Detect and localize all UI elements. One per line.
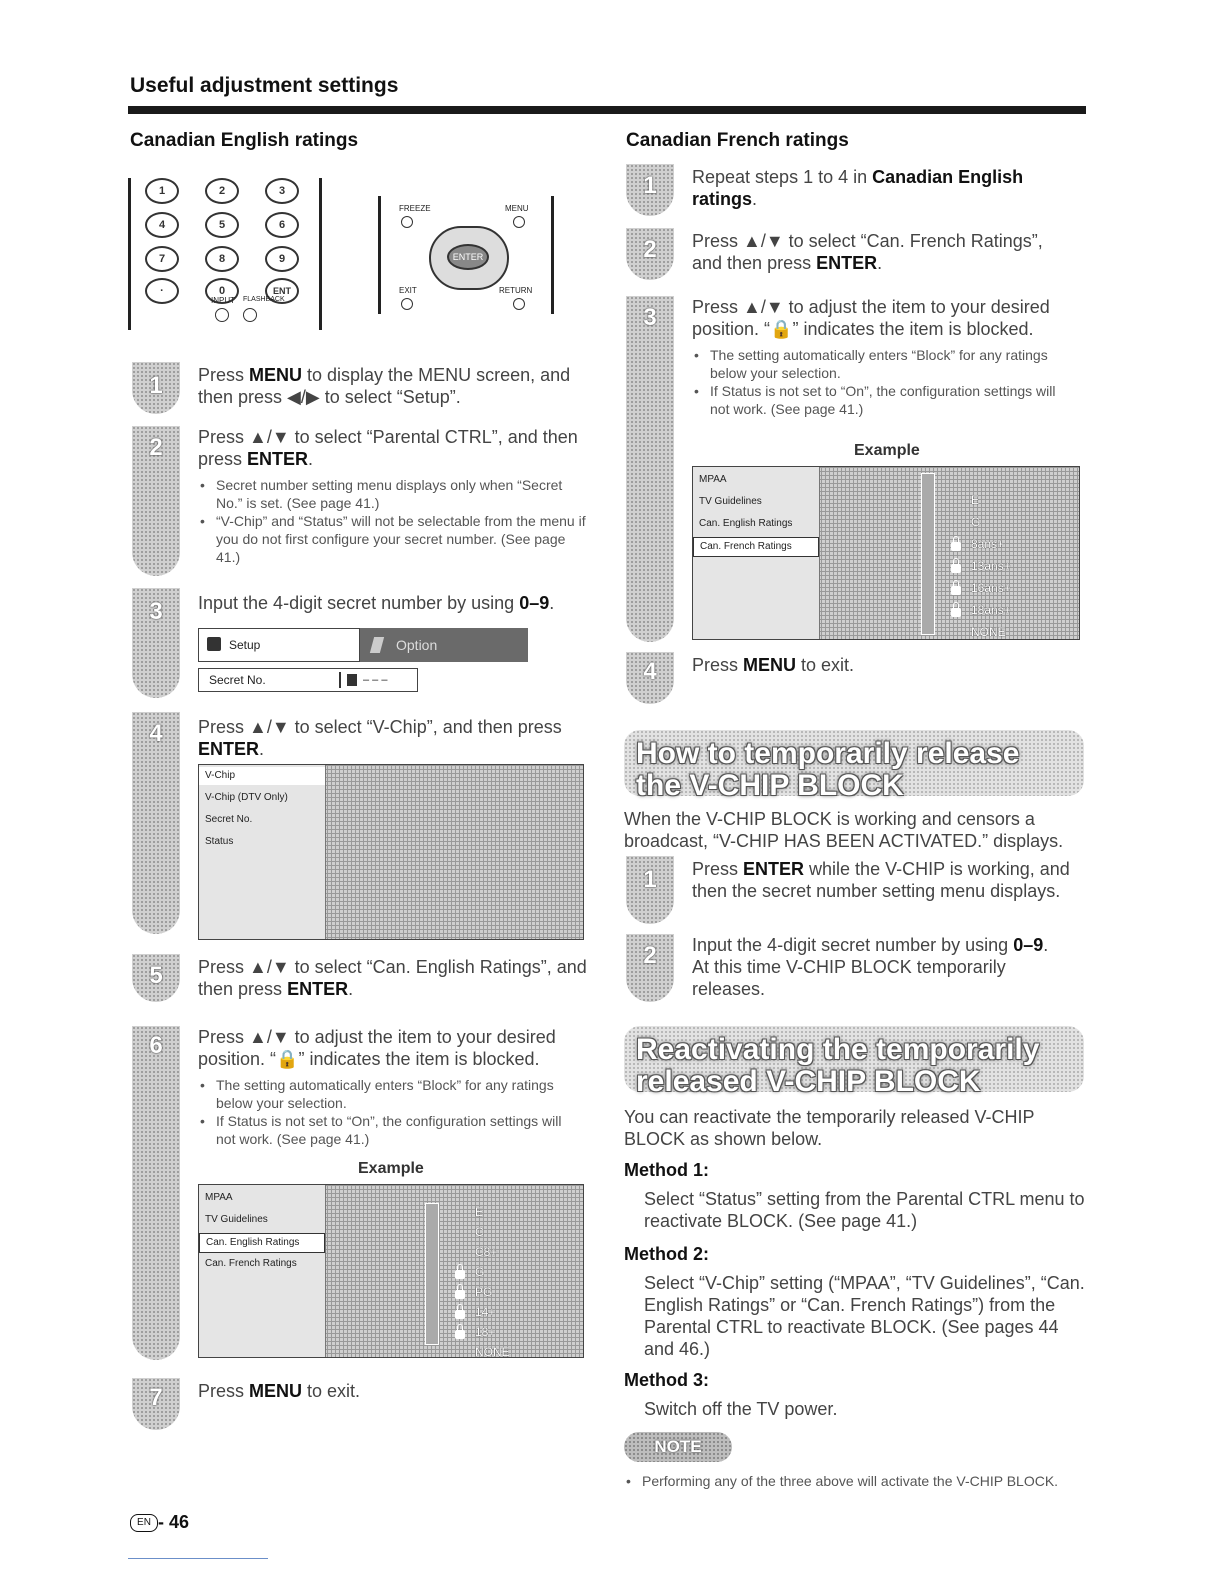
step-r3-bullets bbox=[692, 346, 1072, 418]
eng-menu-item: Can. English Ratings bbox=[199, 1233, 325, 1253]
navigation-remote-illustration bbox=[378, 196, 554, 314]
step-l3-text: Input the 4-digit secret number by using 0–9. bbox=[198, 593, 555, 613]
page-title: Useful adjustment settings bbox=[130, 74, 399, 97]
fr-rating-label: NONE bbox=[971, 625, 1006, 639]
bullet: • Secret number setting menu displays only when “Secret No.” is set. (See page 41.) bbox=[198, 476, 588, 512]
step-number-r1: 1 bbox=[643, 172, 657, 199]
step-l6-text: Press ▲/▼ to adjust the item to your desired position. “🔒” indicates the item is blocked. bbox=[198, 1027, 556, 1069]
key-0: 0 bbox=[205, 278, 239, 304]
eng-menu-item: MPAA bbox=[205, 1192, 233, 1203]
setup-tab: Setup bbox=[198, 628, 360, 662]
step-l2-text: Press ▲/▼ to select “Parental CTRL”, and then press ENTER. bbox=[198, 427, 578, 469]
step-r1-text: Repeat steps 1 to 4 in Canadian English ratings. bbox=[692, 167, 1024, 209]
key-1: 1 bbox=[145, 178, 179, 204]
eng-rating-label: E bbox=[475, 1205, 484, 1219]
key-8: 8 bbox=[205, 246, 239, 272]
step-l5-text: Press ▲/▼ to select “Can. English Ratings”, and then press ENTER. bbox=[198, 957, 587, 999]
step-number-l1: 1 bbox=[149, 372, 163, 399]
freeze-label: FREEZE bbox=[399, 204, 431, 213]
vchip-menu-screen bbox=[198, 764, 584, 940]
fr-rating-label: E bbox=[971, 493, 980, 507]
lock-icon bbox=[455, 1270, 465, 1279]
input-button-icon bbox=[215, 308, 229, 322]
fr-rating-label: 13ans+ bbox=[971, 559, 1011, 573]
option-icon bbox=[370, 637, 384, 653]
step-r2-text: Press ▲/▼ to select “Can. French Ratings”, and then press ENTER. bbox=[692, 231, 1043, 273]
menu-item-status: Status bbox=[205, 836, 234, 847]
fr-rating-label: 16ans+ bbox=[971, 581, 1011, 595]
release-banner: How to temporarily release the V-CHIP BLOCK bbox=[624, 730, 1084, 796]
eng-rating-label: PG bbox=[475, 1285, 493, 1299]
step-l6-block bbox=[198, 1026, 578, 1148]
step-l4-text: Press ▲/▼ to select “V-Chip”, and then press ENTER. bbox=[198, 717, 562, 759]
note-bullets bbox=[624, 1472, 1084, 1490]
step-r4-text: Press MENU to exit. bbox=[692, 655, 855, 675]
eng-menu-item: Can. French Ratings bbox=[205, 1258, 297, 1269]
key-5: 5 bbox=[205, 212, 239, 238]
reactivate-banner: Reactivating the temporarily released V-CHIP BLOCK bbox=[624, 1026, 1084, 1092]
exit-label: EXIT bbox=[399, 286, 417, 295]
fr-menu-item: Can. English Ratings bbox=[699, 518, 793, 529]
reactivate-intro: You can reactivate the temporarily released V-CHIP BLOCK as shown below. bbox=[624, 1107, 1035, 1149]
menu-item-vchip: V-Chip bbox=[199, 767, 325, 785]
fr-menu-item: Can. French Ratings bbox=[693, 537, 819, 557]
bullet: • The setting automatically enters “Block” for any ratings below your selection. bbox=[692, 346, 1072, 382]
step-number-l4: 4 bbox=[149, 720, 163, 747]
setup-screen bbox=[198, 628, 528, 694]
secret-no-value: – – – bbox=[363, 674, 388, 686]
freeze-button-icon bbox=[401, 216, 413, 228]
method-1-heading: Method 1: bbox=[624, 1160, 709, 1180]
step-number-l2: 2 bbox=[149, 434, 163, 461]
method-3-heading: Method 3: bbox=[624, 1370, 709, 1390]
lock-icon bbox=[455, 1290, 465, 1299]
key-dot: · bbox=[145, 278, 179, 304]
step-badge-r3 bbox=[626, 296, 674, 642]
lock-icon bbox=[951, 608, 961, 617]
eng-rating-label: 18+ bbox=[475, 1325, 496, 1339]
step-l2-bullets bbox=[198, 476, 588, 566]
key-7: 7 bbox=[145, 246, 179, 272]
cursor-block-icon bbox=[347, 674, 357, 686]
eng-rating-label: NONE bbox=[475, 1345, 510, 1359]
step-l1-text: Press MENU to display the MENU screen, and then press ◀/▶ to select “Setup”. bbox=[198, 365, 571, 407]
key-4: 4 bbox=[145, 212, 179, 238]
field-divider bbox=[339, 672, 341, 688]
enter-button-icon: ENTER bbox=[447, 244, 489, 270]
step-r3-block bbox=[692, 296, 1072, 418]
menu-item-secret-no: Secret No. bbox=[205, 814, 253, 825]
flashback-button-icon bbox=[243, 308, 257, 322]
example-label-right: Example bbox=[854, 442, 920, 459]
step-number-rr1: 1 bbox=[643, 866, 657, 893]
language-en-icon: EN bbox=[130, 1514, 158, 1532]
release-intro: When the V-CHIP BLOCK is working and censors a broadcast, “V-CHIP HAS BEEN ACTIVATED.” displays. bbox=[624, 809, 1064, 851]
note-bullet: • Performing any of the three above will activate the V-CHIP BLOCK. bbox=[624, 1472, 1084, 1490]
lock-icon bbox=[951, 542, 961, 551]
note-badge: NOTE bbox=[624, 1432, 732, 1462]
return-label: RETURN bbox=[499, 286, 533, 295]
example-label-left: Example bbox=[358, 1160, 424, 1177]
step-number-rr2: 2 bbox=[643, 942, 657, 969]
step-number-l5: 5 bbox=[149, 962, 163, 989]
step-badge-l6 bbox=[132, 1026, 180, 1360]
step-number-r4: 4 bbox=[643, 658, 657, 685]
method-1-text: Select “Status” setting from the Parental CTRL menu to reactivate BLOCK. (See page 41.) bbox=[644, 1189, 1085, 1231]
key-2: 2 bbox=[205, 178, 239, 204]
eng-rating-label: G bbox=[475, 1265, 485, 1279]
lock-icon bbox=[951, 586, 961, 595]
release-step-2-text: Input the 4-digit secret number by using 0–9. At this time V-CHIP BLOCK temporarily releases. bbox=[692, 935, 1049, 999]
menu-item-vchip-dtv: V-Chip (DTV Only) bbox=[205, 792, 288, 803]
setup-icon bbox=[207, 637, 221, 651]
fr-menu-item: MPAA bbox=[699, 474, 727, 485]
bottom-rule bbox=[128, 1558, 268, 1559]
key-3: 3 bbox=[265, 178, 299, 204]
step-number-r3: 3 bbox=[643, 304, 657, 331]
fr-slider-track bbox=[921, 473, 935, 635]
eng-slider-track bbox=[425, 1203, 439, 1345]
lock-icon bbox=[455, 1330, 465, 1339]
step-r3-text: Press ▲/▼ to adjust the item to your desired position. “🔒” indicates the item is blocked. bbox=[692, 297, 1050, 339]
release-step-1-text: Press ENTER while the V-CHIP is working, and then the secret number setting menu displays. bbox=[692, 859, 1070, 901]
bullet: • If Status is not set to “On”, the configuration settings will not work. (See page 41.) bbox=[692, 382, 1072, 418]
bullet: • If Status is not set to “On”, the configuration settings will not work. (See page 41.) bbox=[198, 1112, 578, 1148]
step-l6-bullets bbox=[198, 1076, 578, 1148]
right-section-heading: Canadian French ratings bbox=[626, 130, 849, 151]
fr-rating-label: 8ans+ bbox=[971, 537, 1005, 551]
flashback-label: FLASHBACK bbox=[243, 296, 285, 303]
step-l2-block bbox=[198, 426, 588, 566]
eng-rating-label: C bbox=[475, 1225, 484, 1239]
bullet: • The setting automatically enters “Block” for any ratings below your selection. bbox=[198, 1076, 578, 1112]
step-number-l3: 3 bbox=[149, 598, 163, 625]
eng-rating-label: 14+ bbox=[475, 1305, 496, 1319]
method-3-text: Switch off the TV power. bbox=[644, 1399, 838, 1419]
option-tab: Option bbox=[360, 628, 528, 662]
lock-icon bbox=[951, 564, 961, 573]
eng-rating-label: C8+ bbox=[475, 1245, 498, 1259]
key-ent: ENT bbox=[265, 278, 299, 304]
key-6: 6 bbox=[265, 212, 299, 238]
method-2-text: Select “V-Chip” setting (“MPAA”, “TV Guidelines”, “Can. English Ratings” or “Can. French Ratings”) from the Parental CTRL to reactivate BLOCK. (See pages 44 and 46.) bbox=[644, 1273, 1085, 1359]
key-9: 9 bbox=[265, 246, 299, 272]
exit-button-icon bbox=[401, 298, 413, 310]
step-l7-text: Press MENU to exit. bbox=[198, 1381, 361, 1401]
title-rule bbox=[128, 106, 1086, 114]
fr-menu-item: TV Guidelines bbox=[699, 496, 762, 507]
fr-rating-label: G bbox=[971, 515, 981, 529]
fr-rating-label: 18ans+ bbox=[971, 603, 1011, 617]
step-number-r2: 2 bbox=[643, 236, 657, 263]
lock-icon bbox=[455, 1310, 465, 1319]
method-2-heading: Method 2: bbox=[624, 1244, 709, 1264]
menu-button-icon bbox=[513, 216, 525, 228]
bullet: • “V-Chip” and “Status” will not be selectable from the menu if you do not first configure your secret number. (See page 41.) bbox=[198, 512, 588, 566]
secret-no-field bbox=[198, 668, 418, 692]
keypad-illustration bbox=[128, 178, 322, 330]
page-number: EN - 46 bbox=[130, 1512, 189, 1533]
eng-menu-item: TV Guidelines bbox=[205, 1214, 268, 1225]
french-ratings-screen bbox=[692, 466, 1080, 640]
english-ratings-screen bbox=[198, 1184, 584, 1358]
menu-label: MENU bbox=[505, 204, 529, 213]
secret-no-label: Secret No. bbox=[209, 673, 266, 687]
step-number-l7: 7 bbox=[149, 1384, 163, 1411]
return-button-icon bbox=[513, 298, 525, 310]
step-number-l6: 6 bbox=[149, 1032, 163, 1059]
input-label: INPUT bbox=[211, 296, 235, 305]
left-section-heading: Canadian English ratings bbox=[130, 130, 359, 151]
